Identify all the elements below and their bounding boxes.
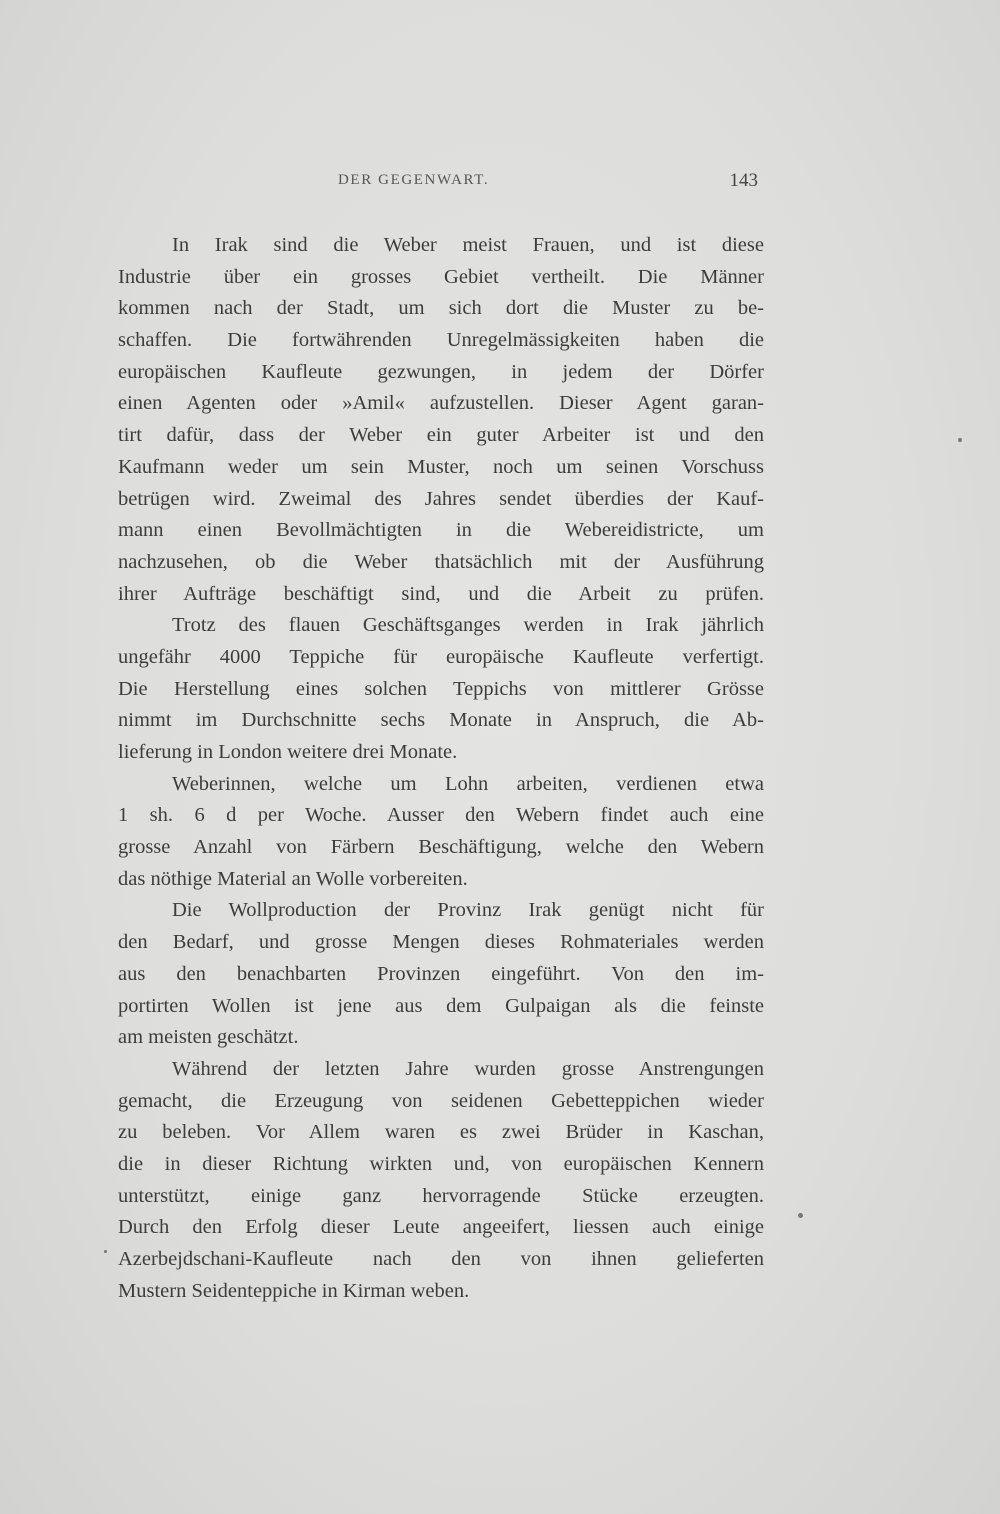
text-line: einen Agenten oder »Amil« aufzustellen. Dieser Agent garan-: [118, 392, 764, 415]
text-line: portirten Wollen ist jene aus dem Gulpaigan als die feinste: [118, 994, 764, 1017]
text-line: mann einen Bevollmächtigten in die Webereidistricte, um: [118, 519, 764, 542]
text-line: ihrer Aufträge beschäftigt sind, und die Arbeit zu prüfen.: [118, 582, 764, 605]
ink-speck: [958, 438, 962, 442]
ink-speck: [798, 1213, 803, 1218]
page-number: 143: [729, 170, 758, 191]
page-header: [118, 172, 758, 200]
text-line: Durch den Erfolg dieser Leute angeeifert, liessen auch einige: [118, 1216, 764, 1239]
text-line: Azerbejdschani-Kaufleute nach den von ihnen gelieferten: [118, 1248, 764, 1270]
text-line: Weberinnen, welche um Lohn arbeiten, verdienen etwa: [172, 772, 764, 795]
text-line: Mustern Seidenteppiche in Kirman weben.: [118, 1279, 470, 1302]
text-line: Die Wollproduction der Provinz Irak genügt nicht für: [172, 899, 764, 922]
text-line: 1 sh. 6 d per Woche. Ausser den Webern findet auch eine: [118, 804, 764, 827]
text-line: europäischen Kaufleute gezwungen, in jedem der Dörfer: [118, 360, 764, 383]
text-line: grosse Anzahl von Färbern Beschäftigung, welche den Webern: [118, 836, 764, 859]
text-line: am meisten geschätzt.: [118, 1026, 299, 1049]
text-line: Trotz des flauen Geschäftsganges werden in Irak jährlich: [172, 614, 764, 637]
text-line: aus den benachbarten Provinzen eingeführt. Von den im-: [118, 962, 764, 985]
text-line: betrügen wird. Zweimal des Jahres sendet überdies der Kauf-: [118, 487, 764, 510]
text-line: nachzusehen, ob die Weber thatsächlich mit der Ausführung: [118, 550, 764, 573]
paragraph-2: [118, 610, 764, 768]
ink-speck: [104, 1250, 107, 1253]
text-line: lieferung in London weitere drei Monate.: [118, 741, 458, 763]
text-line: schaffen. Die fortwährenden Unregelmässigkeiten haben die: [118, 329, 764, 352]
paragraph-5: [118, 1054, 764, 1308]
text-line: Während der letzten Jahre wurden grosse Anstrengungen: [172, 1057, 764, 1080]
text-line: In Irak sind die Weber meist Frauen, und ist diese: [172, 234, 764, 256]
body-text: [118, 230, 764, 1307]
text-line: das nöthige Material an Wolle vorbereiten.: [118, 867, 468, 890]
text-line: unterstützt, einige ganz hervorragende Stücke erzeugten.: [118, 1184, 764, 1207]
text-line: den Bedarf, und grosse Mengen dieses Rohmateriales werden: [118, 931, 764, 954]
text-line: gemacht, die Erzeugung von seidenen Gebetteppichen wieder: [118, 1089, 764, 1112]
paragraph-1: [118, 230, 764, 610]
text-line: Industrie über ein grosses Gebiet vertheilt. Die Männer: [118, 265, 764, 288]
text-line: Die Herstellung eines solchen Teppichs von mittlerer Grösse: [118, 677, 764, 700]
text-line: tirt dafür, dass der Weber ein guter Arbeiter ist und den: [118, 424, 764, 447]
running-head: DER GEGENWART.: [338, 172, 490, 188]
text-line: nimmt im Durchschnitte sechs Monate in Anspruch, die Ab-: [118, 709, 764, 732]
text-line: Kaufmann weder um sein Muster, noch um seinen Vorschuss: [118, 455, 764, 478]
text-line: die in dieser Richtung wirkten und, von europäischen Kennern: [118, 1152, 764, 1175]
paragraph-3: [118, 769, 764, 896]
paragraph-4: [118, 895, 764, 1053]
text-line: zu beleben. Vor Allem waren es zwei Brüder in Kaschan,: [118, 1121, 764, 1144]
text-line: kommen nach der Stadt, um sich dort die Muster zu be-: [118, 297, 764, 320]
text-line: ungefähr 4000 Teppiche für europäische Kaufleute verfertigt.: [118, 645, 764, 668]
